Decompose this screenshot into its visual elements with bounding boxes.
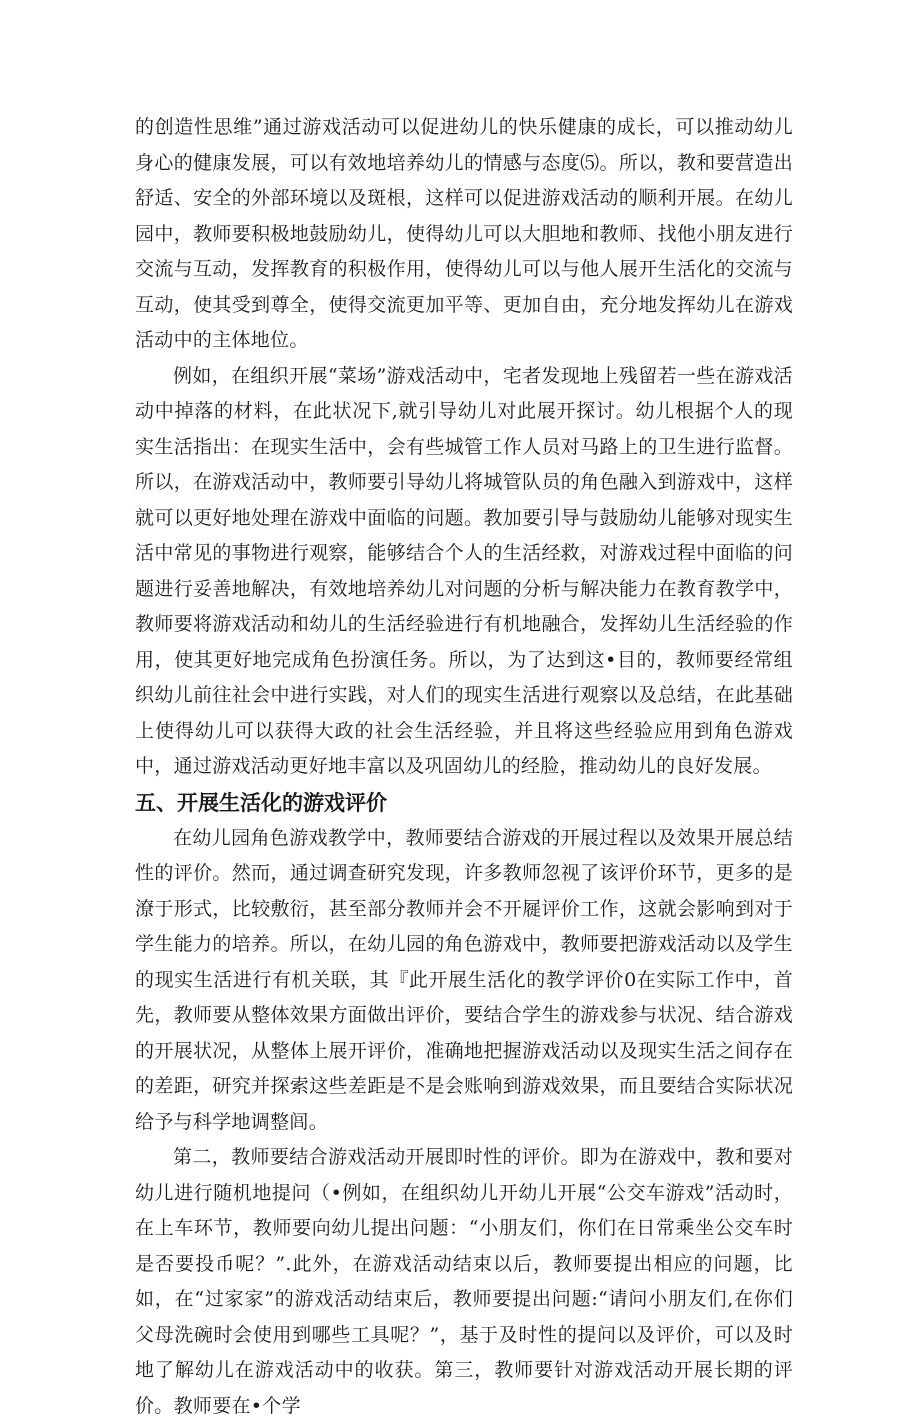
section-heading: 五、开展生活化的游戏评价 <box>135 790 387 815</box>
document-body <box>135 110 793 1424</box>
paragraph-evaluation: 在幼儿园角色游戏教学中，教师要结合游戏的开展过程以及效果开展总结性的评价。然而，通过调查研究发现，许多教师忽视了该评价环节，更多的是潦于形式，比较敷衍，甚至部分教师并会不开屣评价工作，这就会影响到对于学生能力的培养。所以，在幼儿园的角色游戏中，教师要把游戏活动以及学生的现实生活进行有机关联，其『此开展生活化的教学评价0在实际工作中，首先，教师要从整体效果方面做出评价，要结合学生的游戏参与状况、结合游戏的开展状况，从整体上展开评价，准确地把握游戏活动以及现实生活之间存在的差距，研究并探索这些差距是不是会账响到游戏效果，而且要结合实际状况给予与科学地调整闾。 <box>135 826 793 1133</box>
paragraph-continuation: 的创造性思维”通过游戏活动可以促进幼儿的快乐健康的成长，可以推动幼儿身心的健康发展，可以有效地培养幼儿的情感与态度⑸。所以，教和要营造出舒适、安全的外部环境以及斑根，这样可以促进游戏活动的顺利开展。在幼儿园中，教师要积极地鼓励幼儿，使得幼儿可以大胆地和教师、找他小朋友进行交流与互动，发挥教育的积极作用，使得幼儿可以与他人展开生活化的交流与互动，使其受到尊全，使得交流更加平等、更加自由，充分地发挥幼儿在游戏活动中的主体地位。 <box>135 116 793 351</box>
paragraph-second-point: 第二，教师要结合游戏活动开展即时性的评价。即为在游戏中，教和要对幼儿进行随机地提问（•例如，在组织幼儿开幼儿开展“公交车游戏”活动时，在上车环节，教师要向幼儿提出问题：“小朋友们，你们在日常乘坐公交车时是否要投币呢？”.此外，在游戏活动结束以后，教师要提出相应的问题，比如，在“过家家”的游戏活动结束后，教师要提出问题:“请问小朋友们,在你们父母洗碗时会使用到哪些工具呢？”，基于及时性的提问以及评价，可以及时地了解幼儿在游戏活动中的收获。第三，教师要针对游戏活动开展长期的评价。教师要在•个学 <box>135 1146 793 1417</box>
paragraph-example: 例如，在组织开展“菜场”游戏活动中，宅者发现地上残留若一些在游戏活动中掉落的材料，在此状况下,就引导幼儿对此展开探讨。幼儿根据个人的现实生活指出：在现实生活中，会有些城管工作人员对马路上的卫生进行监督。所以，在游戏活动中，教师要引导幼儿将城管队员的角色融入到游戏中，这样就可以更好地处理在游戏中面临的问题。教加要引导与鼓励幼儿能够对现实生活中常见的事物进行观察，能够结合个人的生活经救，对游戏过程中面临的问题进行妥善地解决，有效地培养幼儿对问题的分析与解决能力在教育教学中，教师要将游戏活动和幼儿的生活经验进行有机地融合，发挥幼儿生活经验的作用，使其更好地完成角色扮演任务。所以，为了达到这•目的，教师要经常组织幼儿前往社会中进行实践，对人们的现实生活进行观察以及总结，在此基础上使得幼儿可以获得大政的社会生活经验，并且将这些经验应用到角色游戏中，通过游戏活动更好地丰富以及巩固幼儿的经脸，推动幼儿的良好发展。 <box>135 364 793 777</box>
